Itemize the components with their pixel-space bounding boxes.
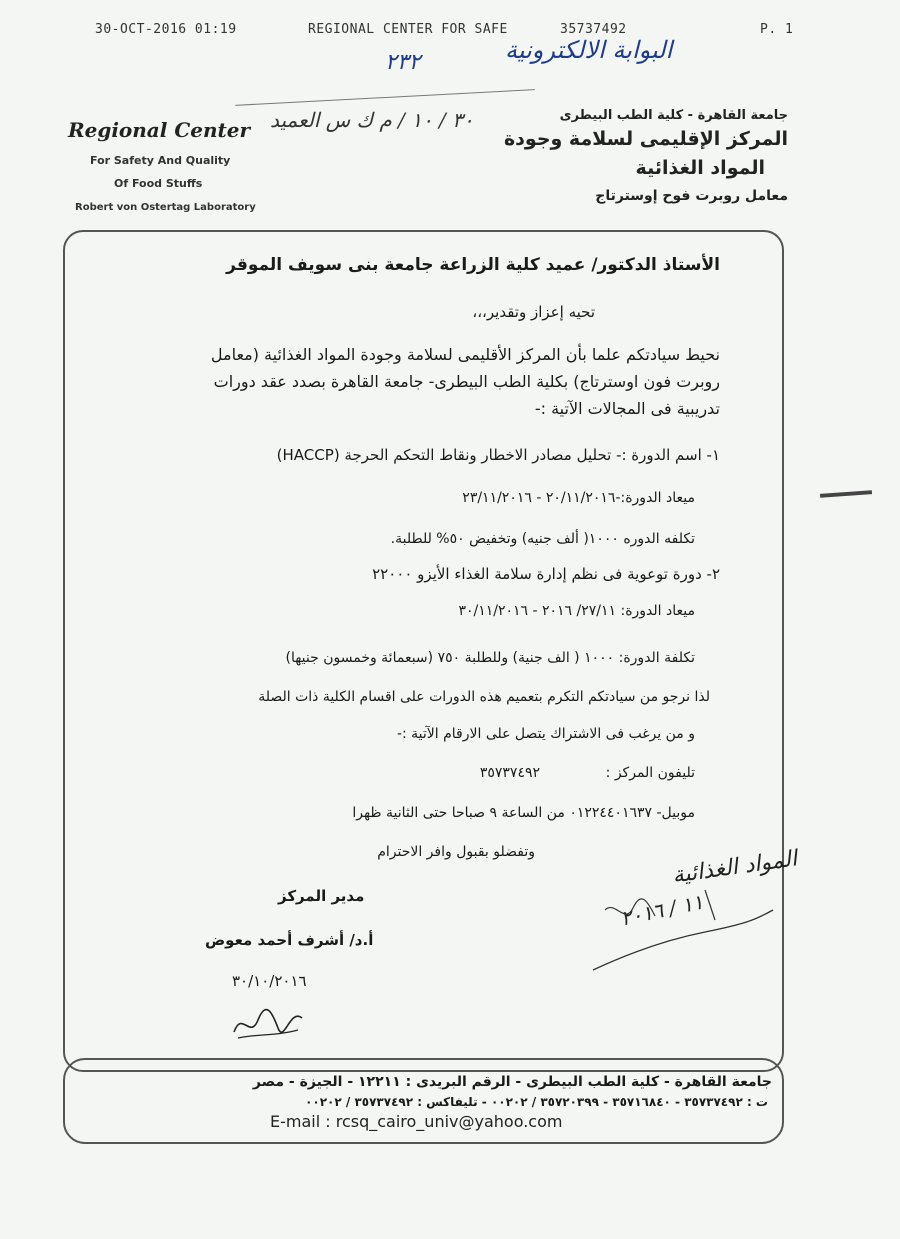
margin-mark [820, 490, 872, 498]
course2-cost: تكلفة الدورة: ١٠٠٠ ( الف جنية) وللطلبة ٧٥٠ (سبعمائة وخمسون جنيها) [285, 650, 695, 666]
sign-date: ٣٠/١٠/٢٠١٦ [232, 972, 307, 990]
course1-title: ١- اسم الدورة :- تحليل مصادر الاخطار ونقاط التحكم الحرجة (HACCP) [276, 446, 720, 464]
handwritten-underline [235, 89, 535, 106]
phone-label: تليفون المركز : [605, 765, 695, 781]
letterhead-ar-line4: معامل روبرت فوح إوسترتاج [595, 188, 788, 204]
handwritten-portal-note: البوابة الالكترونية [505, 36, 673, 64]
request-line-2: و من يرغب فى الاشتراك يتصل على الارقام الآتية :- [396, 726, 695, 742]
course1-date: ميعاد الدورة:-٢٠/١١/٢٠١٦ - ٢٣/١١/٢٠١٦ [462, 490, 695, 506]
letterhead-ar-line1: جامعة القاهرة - كلية الطب البيطرى [559, 108, 788, 123]
letter-greeting: تحيه إعزاز وتقدير،،، [472, 303, 595, 321]
footer-phones: ت : ٣٥٧٣٧٤٩٢ - ٣٥٧١٦٨٤٠ - ٣٥٧٢٠٣٩٩ / ٠٠٢٠٢ - تليفاكس : ٣٥٧٣٧٤٩٢ / ٠٠٢٠٢ [305, 1095, 768, 1109]
letter-salutation: الأستاذ الدكتور/ عميد كلية الزراعة جامعة بنى سويف الموقر [226, 255, 720, 275]
handwritten-ref-number: ٢٣٢ [385, 50, 421, 75]
letterhead-en-line2: Of Food Stuffs [114, 177, 203, 190]
course2-title: ٢- دورة توعوية فى نظم إدارة سلامة الغذاء الأيزو ٢٢٠٠٠ [372, 565, 720, 583]
signer-title: مدير المركز [278, 887, 365, 905]
handwritten-note-line2: ١١ / ٢٠١٦ [618, 889, 706, 931]
handwritten-signature [585, 880, 780, 980]
letter-intro-1: نحيط سيادتكم علما بأن المركز الأقليمى لسلامة وجودة المواد الغذائية (معامل [210, 345, 720, 364]
phone-number: ٣٥٧٣٧٤٩٢ [479, 765, 540, 781]
letterhead-ar-line2: المركز الإقليمى لسلامة وجودة [503, 128, 788, 150]
request-line-1: لذا نرجو من سيادتكم التكرم بتعميم هذه الدورات على اقسام الكلية ذات الصلة [258, 689, 710, 705]
handwritten-date-note: ٣٠ / ١٠ / م ك س العميد [270, 108, 474, 132]
fax-page: P. 1 [760, 22, 794, 37]
fax-datetime: 30-OCT-2016 01:19 [95, 22, 237, 37]
footer-address: جامعة القاهرة - كلية الطب البيطرى - الرقم البريدى : ١٢٢١١ - الجيزة - مصر [252, 1074, 772, 1090]
mobile-line: موبيل- ٠١٢٢٤٤٠١٦٣٧ من الساعة ٩ صباحا حتى الثانية ظهرا [352, 805, 695, 821]
letterhead-en-title: Regional Center [68, 118, 251, 142]
signer-name: أ.د/ أشرف أحمد معوض [205, 931, 374, 949]
fax-sender: REGIONAL CENTER FOR SAFE [308, 22, 508, 37]
closing-line: وتفضلو بقبول وافر الاحترام [377, 844, 535, 860]
fax-number: 35737492 [560, 22, 627, 37]
course2-date: ميعاد الدورة: ٢٧/١١/ ٢٠١٦ - ٣٠/١١/٢٠١٦ [458, 603, 695, 619]
course1-cost: تكلفه الدوره ١٠٠٠( ألف جنيه) وتخفيض ٥٠% للطلبة. [390, 531, 695, 547]
footer-email: E-mail : rcsq_cairo_univ@yahoo.com [270, 1112, 563, 1131]
director-signature [228, 1002, 308, 1044]
handwritten-note-line1: المواد الغذائية [670, 846, 799, 889]
letter-intro-3: تدريبية فى المجالات الآتية :- [534, 399, 720, 418]
letterhead-ar-line3: المواد الغذائية [635, 157, 765, 179]
letterhead-en-line1: For Safety And Quality [90, 154, 231, 167]
letter-intro-2: روبرت فون اوسترتاج) بكلية الطب البيطرى- جامعة القاهرة بصدد عقد دورات [213, 372, 720, 391]
letterhead-en-line3: Robert von Ostertag Laboratory [75, 202, 256, 213]
